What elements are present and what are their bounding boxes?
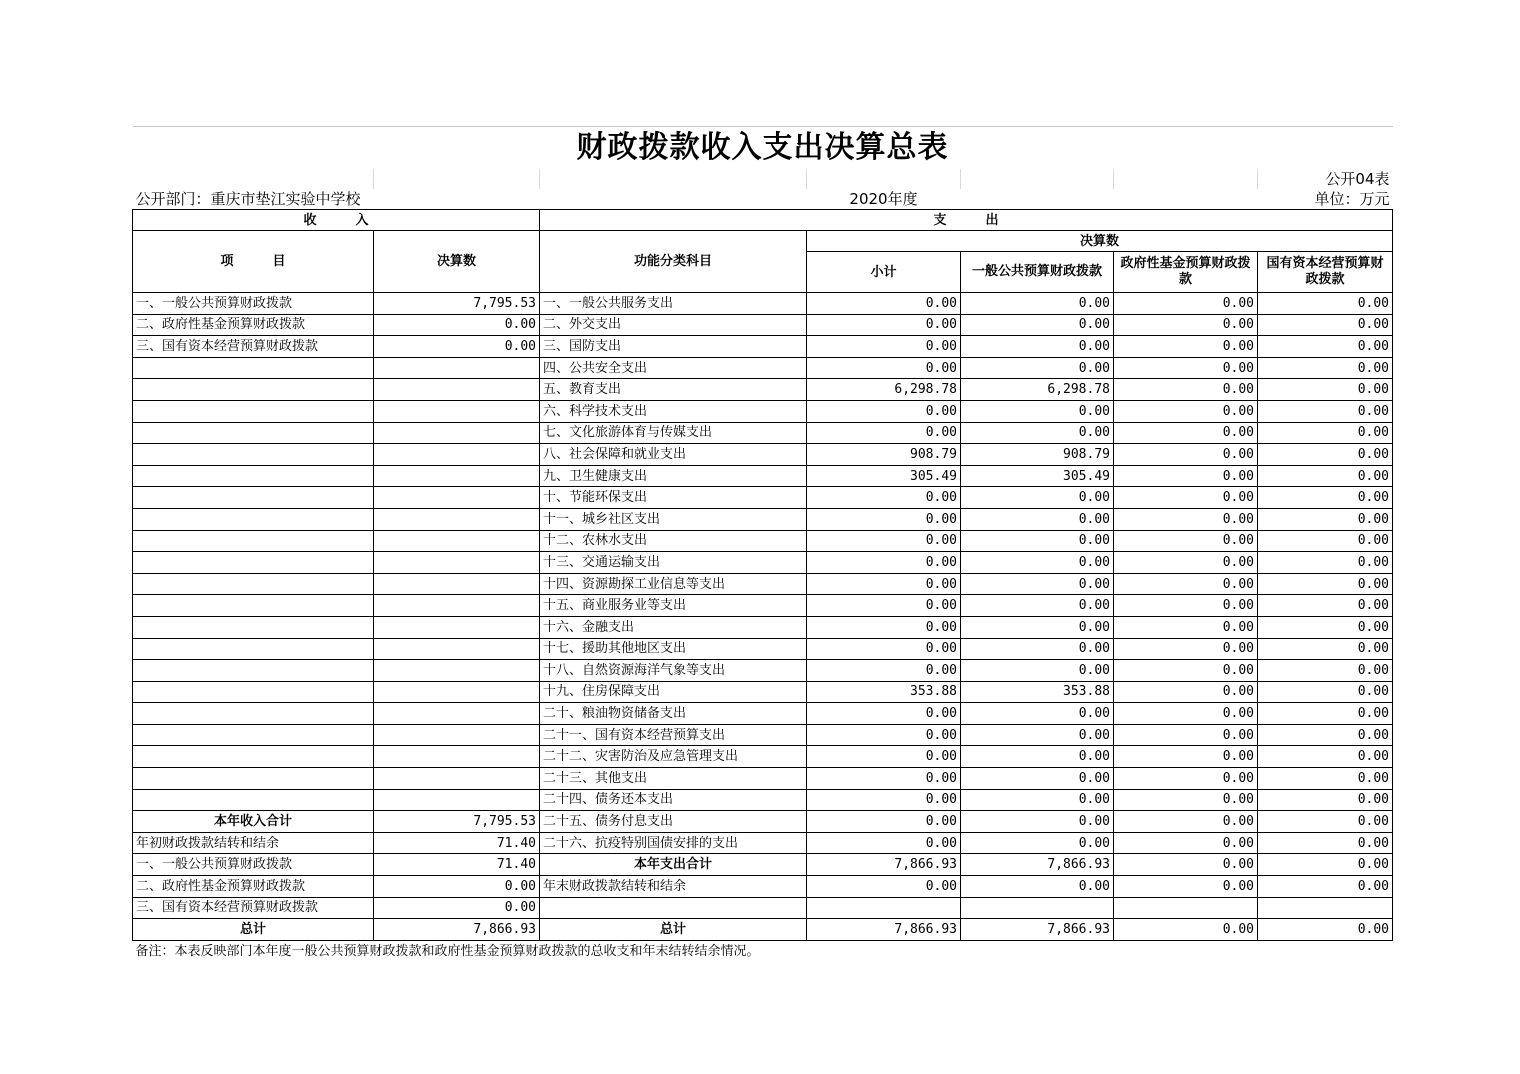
expense-state-cell: 0.00 (1258, 487, 1393, 509)
income-item-cell: 一、一般公共预算财政拨款 (133, 293, 374, 315)
income-item-cell (133, 789, 374, 811)
income-item-cell (133, 768, 374, 790)
fiscal-summary-table (132, 126, 1393, 963)
expense-fund-cell: 0.00 (1114, 487, 1258, 509)
expense-subtotal-cell: 0.00 (807, 660, 961, 682)
expense-func-cell: 十五、商业服务业等支出 (540, 595, 807, 617)
expense-subtotal-cell: 0.00 (807, 530, 961, 552)
expense-state-cell: 0.00 (1258, 703, 1393, 725)
expense-func-cell: 十四、资源勘探工业信息等支出 (540, 573, 807, 595)
expense-general-cell: 0.00 (961, 552, 1114, 574)
expense-state-cell: 0.00 (1258, 379, 1393, 401)
expense-fund-cell: 0.00 (1114, 746, 1258, 768)
expense-func-cell: 五、教育支出 (540, 379, 807, 401)
expense-state-cell: 0.00 (1258, 336, 1393, 358)
table-row (133, 573, 1393, 595)
expense-state-cell: 0.00 (1258, 573, 1393, 595)
income-amount-cell: 0.00 (374, 336, 540, 358)
income-item-cell (133, 552, 374, 574)
income-item-cell (133, 638, 374, 660)
expense-general-cell (961, 897, 1114, 919)
expense-fund-cell: 0.00 (1114, 336, 1258, 358)
col-func-header: 功能分类科目 (540, 231, 807, 293)
table-row (133, 422, 1393, 444)
expense-fund-cell: 0.00 (1114, 811, 1258, 833)
income-amount-cell: 0.00 (374, 314, 540, 336)
expense-subtotal-cell: 0.00 (807, 357, 961, 379)
income-amount-cell (374, 681, 540, 703)
expense-subtotal-cell: 0.00 (807, 832, 961, 854)
expense-subtotal-cell: 0.00 (807, 789, 961, 811)
expense-subtotal-cell (807, 897, 961, 919)
expense-general-cell: 0.00 (961, 595, 1114, 617)
expense-fund-cell: 0.00 (1114, 876, 1258, 898)
income-amount-cell: 71.40 (374, 832, 540, 854)
expense-subtotal-cell: 305.49 (807, 465, 961, 487)
table-row (133, 293, 1393, 315)
expense-header: 支 出 (540, 210, 1393, 231)
table-row (133, 314, 1393, 336)
expense-func-cell: 十七、援助其他地区支出 (540, 638, 807, 660)
expense-state-cell: 0.00 (1258, 465, 1393, 487)
table-row (133, 530, 1393, 552)
table-row (133, 336, 1393, 358)
income-amount-cell: 7,866.93 (374, 919, 540, 941)
income-amount-cell (374, 595, 540, 617)
income-item-cell (133, 400, 374, 422)
expense-general-cell: 0.00 (961, 357, 1114, 379)
income-amount-cell (374, 465, 540, 487)
expense-fund-cell: 0.00 (1114, 508, 1258, 530)
income-item-cell (133, 422, 374, 444)
expense-func-cell: 十一、城乡社区支出 (540, 508, 807, 530)
income-header: 收 入 (133, 210, 540, 231)
expense-fund-cell: 0.00 (1114, 638, 1258, 660)
expense-subtotal-cell: 0.00 (807, 595, 961, 617)
col-final-group-header: 决算数 (807, 231, 1393, 252)
table-row (133, 876, 1393, 898)
expense-func-cell: 十、节能环保支出 (540, 487, 807, 509)
income-item-cell: 三、国有资本经营预算财政拨款 (133, 897, 374, 919)
income-amount-cell (374, 768, 540, 790)
expense-general-cell: 908.79 (961, 444, 1114, 466)
expense-state-cell: 0.00 (1258, 638, 1393, 660)
income-item-cell (133, 724, 374, 746)
expense-state-cell: 0.00 (1258, 746, 1393, 768)
income-item-cell (133, 573, 374, 595)
expense-fund-cell: 0.00 (1114, 314, 1258, 336)
table-row (133, 897, 1393, 919)
expense-general-cell: 0.00 (961, 746, 1114, 768)
expense-general-cell: 0.00 (961, 293, 1114, 315)
expense-fund-cell: 0.00 (1114, 379, 1258, 401)
table-row (133, 919, 1393, 941)
table-row (133, 638, 1393, 660)
expense-func-cell: 十八、自然资源海洋气象等支出 (540, 660, 807, 682)
expense-state-cell: 0.00 (1258, 832, 1393, 854)
expense-state-cell: 0.00 (1258, 357, 1393, 379)
income-amount-cell: 0.00 (374, 876, 540, 898)
expense-state-cell: 0.00 (1258, 876, 1393, 898)
table-row (133, 552, 1393, 574)
expense-func-cell: 二十五、债务付息支出 (540, 811, 807, 833)
expense-state-cell (1258, 897, 1393, 919)
expense-subtotal-cell: 0.00 (807, 336, 961, 358)
expense-general-cell: 0.00 (961, 768, 1114, 790)
income-amount-cell (374, 552, 540, 574)
income-item-cell: 年初财政拨款结转和结余 (133, 832, 374, 854)
expense-fund-cell: 0.00 (1114, 444, 1258, 466)
expense-subtotal-cell: 353.88 (807, 681, 961, 703)
income-amount-cell (374, 638, 540, 660)
expense-fund-cell: 0.00 (1114, 919, 1258, 941)
expense-subtotal-cell: 0.00 (807, 508, 961, 530)
expense-fund-cell: 0.00 (1114, 530, 1258, 552)
income-amount-cell (374, 422, 540, 444)
col-general-header: 一般公共预算财政拨款 (961, 252, 1114, 293)
expense-func-cell: 四、公共安全支出 (540, 357, 807, 379)
expense-func-cell (540, 897, 807, 919)
table-row (133, 789, 1393, 811)
unit-label: 单位：万元 (1314, 189, 1390, 208)
expense-state-cell: 0.00 (1258, 293, 1393, 315)
income-item-cell (133, 465, 374, 487)
table-row (133, 379, 1393, 401)
income-item-cell (133, 508, 374, 530)
expense-func-cell: 年末财政拨款结转和结余 (540, 876, 807, 898)
income-amount-cell: 7,795.53 (374, 293, 540, 315)
table-row (133, 681, 1393, 703)
expense-subtotal-cell: 7,866.93 (807, 854, 961, 876)
table-row (133, 854, 1393, 876)
income-item-cell (133, 530, 374, 552)
income-item-cell (133, 595, 374, 617)
expense-general-cell: 6,298.78 (961, 379, 1114, 401)
expense-subtotal-cell: 0.00 (807, 552, 961, 574)
expense-state-cell: 0.00 (1258, 789, 1393, 811)
expense-state-cell: 0.00 (1258, 919, 1393, 941)
expense-subtotal-cell: 0.00 (807, 314, 961, 336)
expense-fund-cell: 0.00 (1114, 724, 1258, 746)
income-item-cell (133, 444, 374, 466)
expense-general-cell: 0.00 (961, 724, 1114, 746)
expense-subtotal-cell: 0.00 (807, 293, 961, 315)
expense-func-cell: 九、卫生健康支出 (540, 465, 807, 487)
income-amount-cell (374, 400, 540, 422)
income-item-cell (133, 379, 374, 401)
expense-subtotal-cell: 0.00 (807, 746, 961, 768)
income-item-cell (133, 357, 374, 379)
income-amount-cell: 0.00 (374, 897, 540, 919)
expense-general-cell: 0.00 (961, 336, 1114, 358)
table-row (133, 487, 1393, 509)
report-sheet (132, 126, 1392, 963)
fiscal-year: 2020年度 (849, 189, 918, 208)
col-amount-header: 决算数 (374, 231, 540, 293)
expense-general-cell: 0.00 (961, 638, 1114, 660)
expense-general-cell: 0.00 (961, 876, 1114, 898)
table-row (133, 400, 1393, 422)
income-amount-cell (374, 357, 540, 379)
income-amount-cell: 71.40 (374, 854, 540, 876)
expense-fund-cell: 0.00 (1114, 854, 1258, 876)
expense-general-cell: 0.00 (961, 789, 1114, 811)
expense-subtotal-cell: 0.00 (807, 811, 961, 833)
table-row (133, 703, 1393, 725)
expense-func-cell: 二十四、债务还本支出 (540, 789, 807, 811)
expense-state-cell: 0.00 (1258, 724, 1393, 746)
table-row (133, 811, 1393, 833)
income-amount-cell (374, 789, 540, 811)
expense-func-cell: 二十六、抗疫特别国债安排的支出 (540, 832, 807, 854)
table-row (133, 768, 1393, 790)
table-row (133, 357, 1393, 379)
expense-fund-cell: 0.00 (1114, 703, 1258, 725)
expense-func-cell: 二、外交支出 (540, 314, 807, 336)
report-title: 财政拨款收入支出决算总表 (576, 130, 949, 165)
expense-state-cell: 0.00 (1258, 422, 1393, 444)
income-item-cell: 三、国有资本经营预算财政拨款 (133, 336, 374, 358)
expense-fund-cell: 0.00 (1114, 595, 1258, 617)
table-row (133, 595, 1393, 617)
expense-fund-cell: 0.00 (1114, 357, 1258, 379)
expense-general-cell: 0.00 (961, 530, 1114, 552)
expense-subtotal-cell: 0.00 (807, 876, 961, 898)
expense-subtotal-cell: 0.00 (807, 487, 961, 509)
income-amount-cell (374, 616, 540, 638)
table-row (133, 465, 1393, 487)
expense-subtotal-cell: 0.00 (807, 400, 961, 422)
expense-general-cell: 305.49 (961, 465, 1114, 487)
expense-general-cell: 0.00 (961, 314, 1114, 336)
expense-subtotal-cell: 0.00 (807, 573, 961, 595)
expense-func-cell: 八、社会保障和就业支出 (540, 444, 807, 466)
expense-fund-cell: 0.00 (1114, 789, 1258, 811)
expense-state-cell: 0.00 (1258, 444, 1393, 466)
table-row (133, 660, 1393, 682)
expense-state-cell: 0.00 (1258, 854, 1393, 876)
expense-subtotal-cell: 0.00 (807, 616, 961, 638)
expense-fund-cell: 0.00 (1114, 422, 1258, 444)
income-amount-cell (374, 573, 540, 595)
expense-general-cell: 0.00 (961, 487, 1114, 509)
expense-func-cell: 二十、粮油物资储备支出 (540, 703, 807, 725)
table-row (133, 616, 1393, 638)
expense-state-cell: 0.00 (1258, 552, 1393, 574)
col-fund-header: 政府性基金预算财政拨款 (1114, 252, 1258, 293)
income-amount-cell (374, 746, 540, 768)
income-item-cell: 二、政府性基金预算财政拨款 (133, 314, 374, 336)
expense-func-cell: 总计 (540, 919, 807, 941)
table-row (133, 444, 1393, 466)
expense-func-cell: 二十三、其他支出 (540, 768, 807, 790)
expense-general-cell: 0.00 (961, 703, 1114, 725)
expense-func-cell: 二十二、灾害防治及应急管理支出 (540, 746, 807, 768)
income-amount-cell (374, 724, 540, 746)
expense-general-cell: 0.00 (961, 616, 1114, 638)
expense-state-cell: 0.00 (1258, 595, 1393, 617)
table-row (133, 508, 1393, 530)
expense-fund-cell: 0.00 (1114, 552, 1258, 574)
income-item-cell (133, 703, 374, 725)
expense-subtotal-cell: 6,298.78 (807, 379, 961, 401)
income-amount-cell (374, 487, 540, 509)
expense-state-cell: 0.00 (1258, 508, 1393, 530)
expense-func-cell: 本年支出合计 (540, 854, 807, 876)
expense-general-cell: 0.00 (961, 400, 1114, 422)
expense-general-cell: 0.00 (961, 660, 1114, 682)
income-item-cell: 总计 (133, 919, 374, 941)
expense-general-cell: 7,866.93 (961, 919, 1114, 941)
expense-func-cell: 七、文化旅游体育与传媒支出 (540, 422, 807, 444)
expense-fund-cell: 0.00 (1114, 660, 1258, 682)
income-item-cell: 本年收入合计 (133, 811, 374, 833)
expense-fund-cell: 0.00 (1114, 293, 1258, 315)
expense-func-cell: 十六、金融支出 (540, 616, 807, 638)
expense-state-cell: 0.00 (1258, 681, 1393, 703)
expense-fund-cell: 0.00 (1114, 681, 1258, 703)
expense-general-cell: 0.00 (961, 811, 1114, 833)
expense-subtotal-cell: 908.79 (807, 444, 961, 466)
expense-subtotal-cell: 0.00 (807, 768, 961, 790)
expense-func-cell: 六、科学技术支出 (540, 400, 807, 422)
expense-fund-cell: 0.00 (1114, 832, 1258, 854)
expense-state-cell: 0.00 (1258, 530, 1393, 552)
expense-fund-cell: 0.00 (1114, 400, 1258, 422)
expense-general-cell: 0.00 (961, 573, 1114, 595)
expense-general-cell: 0.00 (961, 832, 1114, 854)
income-amount-cell: 7,795.53 (374, 811, 540, 833)
expense-state-cell: 0.00 (1258, 314, 1393, 336)
footnote: 备注：本表反映部门本年度一般公共预算财政拨款和政府性基金预算财政拨款的总收支和年末结转结余情况。 (135, 944, 760, 960)
expense-general-cell: 7,866.93 (961, 854, 1114, 876)
income-amount-cell (374, 379, 540, 401)
expense-fund-cell: 0.00 (1114, 616, 1258, 638)
table-row (133, 832, 1393, 854)
income-amount-cell (374, 703, 540, 725)
expense-general-cell: 353.88 (961, 681, 1114, 703)
expense-subtotal-cell: 0.00 (807, 724, 961, 746)
income-item-cell (133, 616, 374, 638)
income-amount-cell (374, 444, 540, 466)
expense-subtotal-cell: 0.00 (807, 422, 961, 444)
expense-state-cell: 0.00 (1258, 616, 1393, 638)
table-row (133, 724, 1393, 746)
form-number: 公开04表 (1325, 169, 1390, 188)
department-label: 公开部门：重庆市垫江实验中学校 (135, 189, 361, 208)
income-item-cell (133, 487, 374, 509)
expense-func-cell: 十二、农林水支出 (540, 530, 807, 552)
income-item-cell: 一、一般公共预算财政拨款 (133, 854, 374, 876)
income-amount-cell (374, 530, 540, 552)
expense-func-cell: 二十一、国有资本经营预算支出 (540, 724, 807, 746)
income-item-cell (133, 681, 374, 703)
expense-state-cell: 0.00 (1258, 660, 1393, 682)
col-state-header: 国有资本经营预算财政拨款 (1258, 252, 1393, 293)
col-item-header: 项 目 (133, 231, 374, 293)
expense-fund-cell (1114, 897, 1258, 919)
col-subtotal-header: 小计 (807, 252, 961, 293)
expense-subtotal-cell: 0.00 (807, 638, 961, 660)
expense-func-cell: 三、国防支出 (540, 336, 807, 358)
table-row (133, 746, 1393, 768)
expense-fund-cell: 0.00 (1114, 573, 1258, 595)
expense-subtotal-cell: 0.00 (807, 703, 961, 725)
expense-general-cell: 0.00 (961, 508, 1114, 530)
expense-fund-cell: 0.00 (1114, 465, 1258, 487)
income-item-cell (133, 746, 374, 768)
income-amount-cell (374, 508, 540, 530)
expense-state-cell: 0.00 (1258, 811, 1393, 833)
expense-state-cell: 0.00 (1258, 768, 1393, 790)
expense-func-cell: 十三、交通运输支出 (540, 552, 807, 574)
income-item-cell: 二、政府性基金预算财政拨款 (133, 876, 374, 898)
income-item-cell (133, 660, 374, 682)
expense-func-cell: 一、一般公共服务支出 (540, 293, 807, 315)
expense-func-cell: 十九、住房保障支出 (540, 681, 807, 703)
expense-state-cell: 0.00 (1258, 400, 1393, 422)
income-amount-cell (374, 660, 540, 682)
expense-subtotal-cell: 7,866.93 (807, 919, 961, 941)
expense-general-cell: 0.00 (961, 422, 1114, 444)
expense-fund-cell: 0.00 (1114, 768, 1258, 790)
